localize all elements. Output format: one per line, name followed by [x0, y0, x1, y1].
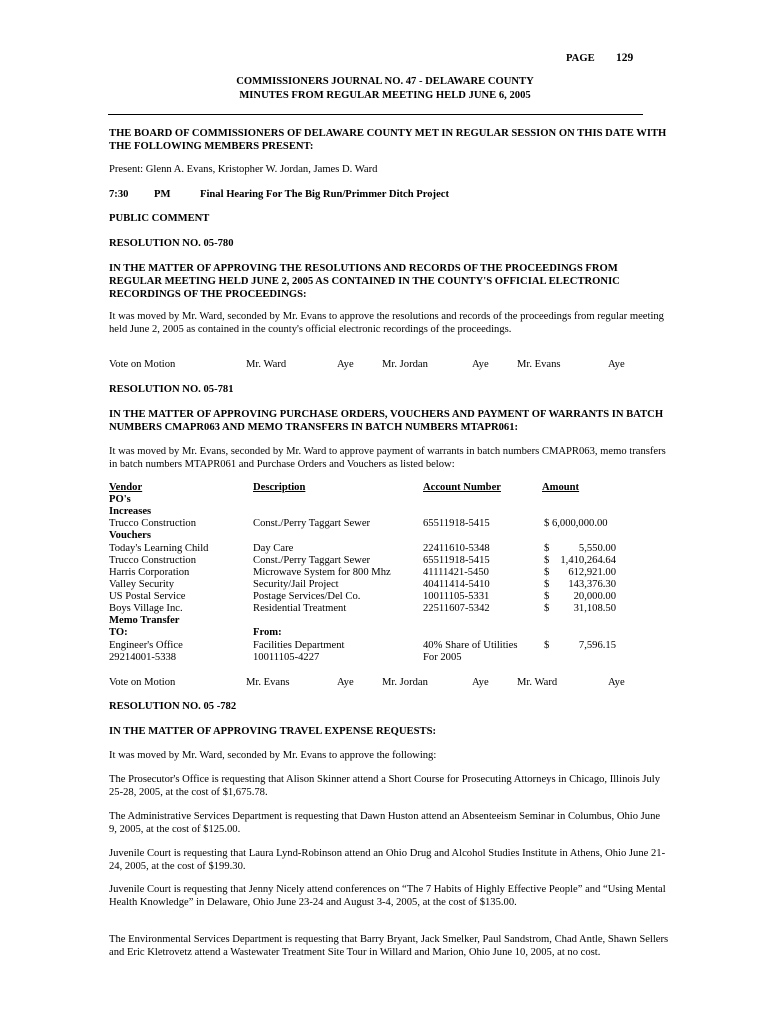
vote-value: Aye	[337, 359, 354, 370]
vote-member: Mr. Ward	[517, 677, 558, 688]
header-account-number: Account Number	[423, 482, 501, 493]
page-label: PAGE	[566, 53, 595, 64]
resolution-782-title: IN THE MATTER OF APPROVING TRAVEL EXPENSE REQUESTS:	[109, 726, 437, 737]
account-cell: 40411414-5410	[423, 579, 490, 590]
vendor-cell: Trucco Construction	[109, 555, 197, 566]
currency-cell: $	[544, 603, 550, 614]
amount-cell: 143,376.30	[568, 579, 616, 590]
present-members: Present: Glenn A. Evans, Kristopher W. Jordan, James D. Ward	[109, 164, 378, 175]
vote-member: Mr. Jordan	[382, 677, 428, 688]
memo-from-account: 10011105-4227	[253, 652, 320, 663]
description-cell: Residential Treatment	[253, 603, 347, 614]
vendor-cell: Valley Security	[109, 579, 175, 590]
currency-cell: $	[544, 543, 550, 554]
vote-value: Aye	[608, 359, 625, 370]
to-label: TO:	[109, 627, 128, 638]
header-amount: Amount	[542, 482, 580, 493]
resolution-781-number: RESOLUTION NO. 05-781	[109, 384, 234, 395]
account-cell: 65511918-5415	[423, 518, 490, 529]
vendor-cell: Today's Learning Child	[109, 543, 209, 554]
amount-cell: 31,108.50	[573, 603, 616, 614]
amount-cell: 1,410,264.64	[560, 555, 616, 566]
resolution-782-number: RESOLUTION NO. 05 -782	[109, 701, 237, 712]
vote-member: Mr. Jordan	[382, 359, 428, 370]
amount-cell: 20,000.00	[573, 591, 616, 602]
vote-value: Aye	[608, 677, 625, 688]
table-row	[0, 652, 770, 665]
resolution-781-motion: It was moved by Mr. Evans, seconded by Mr. Ward to approve payment of warrants in batch numbers CMAPR063, memo transfers in batch numbers MTAPR061 and Purchase Orders and Vouchers as listed below:	[109, 446, 666, 470]
header-description: Description	[253, 482, 306, 493]
currency-cell: $	[544, 579, 550, 590]
memo-transfer-label: Memo Transfer	[109, 615, 180, 626]
resolution-780-vote	[0, 359, 770, 372]
travel-request: Juvenile Court is requesting that Jenny Nicely attend conferences on “The 7 Habits of Highly Effective People” and “Using Mental Health Knowledge” in Delaware, Ohio June 23-24 and August 3-4, 2005, at the cost of $135.00.	[109, 884, 666, 908]
page-number: 129	[616, 52, 634, 64]
hearing-time: 7:30	[109, 189, 129, 200]
vote-value: Aye	[472, 359, 489, 370]
pos-label: PO's	[109, 494, 131, 505]
description-cell: Const./Perry Taggart Sewer	[253, 518, 371, 529]
vendor-cell: Trucco Construction	[109, 518, 197, 529]
vendor-cell: Boys Village Inc.	[109, 603, 183, 614]
memo-header-row	[0, 627, 770, 640]
description-cell: Postage Services/Del Co.	[253, 591, 361, 602]
currency-cell: $	[544, 591, 550, 602]
description-cell: Microwave System for 800 Mhz	[253, 567, 391, 578]
journal-title: COMMISSIONERS JOURNAL NO. 47 - DELAWARE COUNTY	[236, 76, 534, 87]
travel-request: Juvenile Court is requesting that Laura Lynd-Robinson attend an Ohio Drug and Alcohol Studies Institute in Athens, Ohio June 21-24, 2005, at the cost of $199.30.	[109, 848, 666, 872]
vote-member: Mr. Ward	[246, 359, 287, 370]
account-cell: 22411610-5348	[423, 543, 490, 554]
account-cell: 41111421-5450	[423, 567, 489, 578]
vote-member: Mr. Evans	[246, 677, 290, 688]
vote-member: Mr. Evans	[517, 359, 561, 370]
resolution-781-vote	[0, 677, 770, 690]
vote-value: Aye	[472, 677, 489, 688]
resolution-780-number: RESOLUTION NO. 05-780	[109, 238, 234, 249]
vote-label: Vote on Motion	[109, 359, 176, 370]
currency-cell: $	[544, 567, 550, 578]
amount-cell: $ 6,000,000.00	[544, 518, 608, 529]
vote-label: Vote on Motion	[109, 677, 176, 688]
memo-from-name: Facilities Department	[253, 640, 345, 651]
resolution-780-motion: It was moved by Mr. Ward, seconded by Mr. Evans to approve the resolutions and records of the proceedings from regular meeting held June 2, 2005 as contained in the county's official electronic recordings of the proceedings.	[109, 311, 664, 335]
currency-cell: $	[544, 640, 550, 651]
vendor-cell: US Postal Service	[109, 591, 186, 602]
header-vendor: Vendor	[109, 482, 143, 493]
description-cell: Day Care	[253, 543, 294, 554]
memo-account-year: For 2005	[423, 652, 462, 663]
board-statement: THE BOARD OF COMMISSIONERS OF DELAWARE COUNTY MET IN REGULAR SESSION ON THIS DATE WITH THE FOLLOWING MEMBERS PRESENT:	[109, 128, 667, 152]
account-cell: 22511607-5342	[423, 603, 490, 614]
memo-to-name: Engineer's Office	[109, 640, 183, 651]
resolution-781-title: IN THE MATTER OF APPROVING PURCHASE ORDERS, VOUCHERS AND PAYMENT OF WARRANTS IN BATCH NUMBERS CMAPR063 AND MEMO TRANSFERS IN BATCH NUMBERS MTAPR061:	[109, 409, 664, 433]
hearing-title: Final Hearing For The Big Run/Primmer Ditch Project	[200, 189, 450, 200]
amount-cell: 7,596.15	[578, 640, 616, 651]
resolution-780-title: IN THE MATTER OF APPROVING THE RESOLUTIONS AND RECORDS OF THE PROCEEDINGS FROM REGULAR MEETING HELD JUNE 2, 2005 AS CONTAINED IN THE COUNTY'S OFFICIAL ELECTRONIC RECORDINGS OF THE PROCEEDINGS:	[109, 263, 620, 300]
vendor-cell: Harris Corporation	[109, 567, 190, 578]
account-cell: 10011105-5331	[423, 591, 490, 602]
header-rule	[108, 114, 643, 115]
vouchers-label: Vouchers	[109, 530, 151, 541]
public-comment-heading: PUBLIC COMMENT	[109, 213, 210, 224]
amount-cell: 612,921.00	[568, 567, 616, 578]
from-label: From:	[253, 627, 282, 638]
travel-request: The Administrative Services Department is requesting that Dawn Huston attend an Absenteeism Seminar in Columbus, Ohio June 9, 2005, at the cost of $125.00.	[109, 811, 661, 835]
description-cell: Security/Jail Project	[253, 579, 339, 590]
travel-request: The Prosecutor's Office is requesting that Alison Skinner attend a Short Course for Prosecuting Attorneys in Chicago, Illinois July 25-28, 2005, at the cost of $1,675.78.	[109, 774, 661, 798]
increases-label: Increases	[109, 506, 152, 517]
description-cell: Const./Perry Taggart Sewer	[253, 555, 371, 566]
resolution-782-motion: It was moved by Mr. Ward, seconded by Mr. Evans to approve the following:	[109, 750, 437, 761]
amount-cell: 5,550.00	[578, 543, 616, 554]
hearing-ampm: PM	[154, 189, 171, 200]
meeting-title: MINUTES FROM REGULAR MEETING HELD JUNE 6, 2005	[239, 90, 531, 101]
vote-value: Aye	[337, 677, 354, 688]
memo-to-account: 29214001-5338	[109, 652, 177, 663]
currency-cell: $	[544, 555, 550, 566]
memo-account-desc: 40% Share of Utilities	[423, 640, 518, 651]
travel-request: The Environmental Services Department is requesting that Barry Bryant, Jack Smelker, Paul Sandstrom, Chad Antle, Shawn Sellers and Eric Kletrovetz attend a Wastewater Treatment Site Tour in Willard and Marion, Ohio June 10, 2005, at no cost.	[109, 934, 669, 958]
account-cell: 65511918-5415	[423, 555, 490, 566]
